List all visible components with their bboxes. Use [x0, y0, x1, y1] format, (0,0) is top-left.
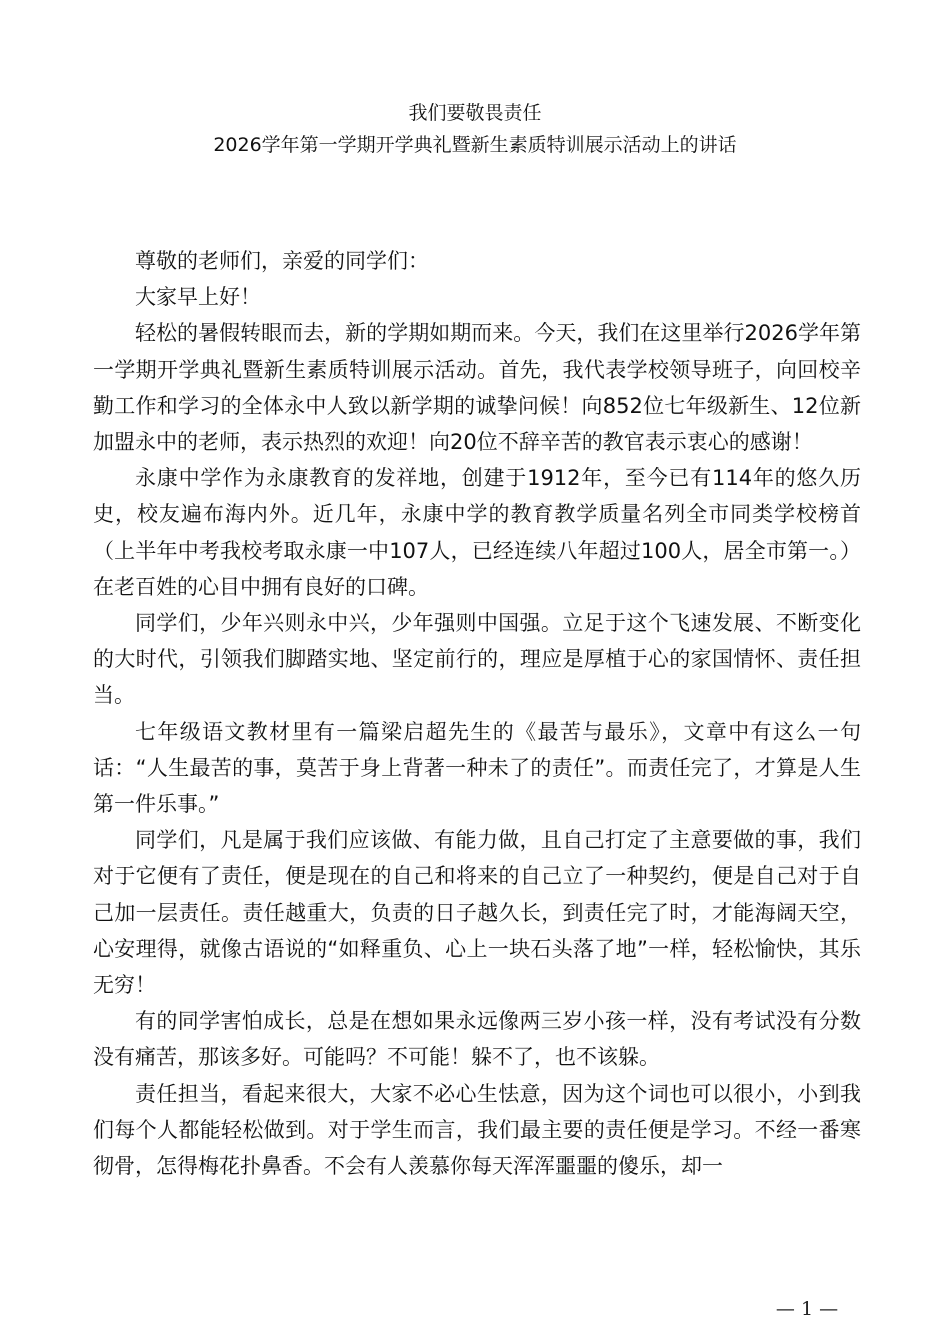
paragraph: 永康中学作为永康教育的发祥地，创建于1912年，至今已有114年的悠久历史，校友遍布海内外。近几年，永康中学的教育教学质量名列全市同类学校榜首（上半年中考我校考取永康一中107人，已经连续八年超过100人，居全市第一。）在老百姓的心目中拥有良好的口碑。 [93, 466, 861, 599]
paragraph: 责任担当，看起来很大，大家不必心生怯意，因为这个词也可以很小，小到我们每个人都能轻松做到。对于学生而言，我们最主要的责任便是学习。不经一番寒彻骨，怎得梅花扑鼻香。不会有人羡慕你每天浑浑噩噩的傻乐，却一 [93, 1081, 861, 1179]
paragraph: 有的同学害怕成长，总是在想如果永远像两三岁小孩一样，没有考试没有分数没有痛苦，那该多好。可能吗？不可能！躲不了，也不该躲。 [93, 1009, 861, 1070]
paragraph-greeting: 大家早上好！ [135, 285, 261, 310]
paragraph: 七年级语文教材里有一篇梁启超先生的《最苦与最乐》，文章中有这么一句话：“人生最苦的事，莫苦于身上背著一种未了的责任”。而责任完了，才算是人生第一件乐事。” [93, 719, 861, 817]
document-title: 我们要敬畏责任 [408, 102, 542, 124]
title-block [0, 97, 950, 161]
speech-body [93, 243, 861, 1184]
paragraph: 同学们，少年兴则永中兴，少年强则中国强。立足于这个飞速发展、不断变化的大时代，引领我们脚踏实地、坚定前行的，理应是厚植于心的家国情怀、责任担当。 [93, 611, 861, 708]
paragraph: 同学们，凡是属于我们应该做、有能力做，且自己打定了主意要做的事，我们对于它便有了责任，便是现在的自己和将来的自己立了一种契约，便是自己对于自己加一层责任。责任越重大，负责的日子越久长，到责任完了时，才能海阔天空，心安理得，就像古语说的“如释重负、心上一块石头落了地”一样，轻松愉快，其乐无穷！ [93, 828, 861, 998]
paragraph: 轻松的暑假转眼而去，新的学期如期而来。今天，我们在这里举行2026学年第一学期开学典礼暨新生素质特训展示活动。首先，我代表学校领导班子，向回校辛勤工作和学习的全体永中人致以新学期的诚挚问候！向852位七年级新生、12位新加盟永中的老师，表示热烈的欢迎！向20位不辞辛苦的教官表示衷心的感谢！ [93, 321, 861, 455]
document-subtitle: 2026学年第一学期开学典礼暨新生素质特训展示活动上的讲话 [213, 134, 737, 156]
page-number: — 1 — [775, 1298, 839, 1320]
paragraph-salutation: 尊敬的老师们，亲爱的同学们： [135, 249, 429, 273]
